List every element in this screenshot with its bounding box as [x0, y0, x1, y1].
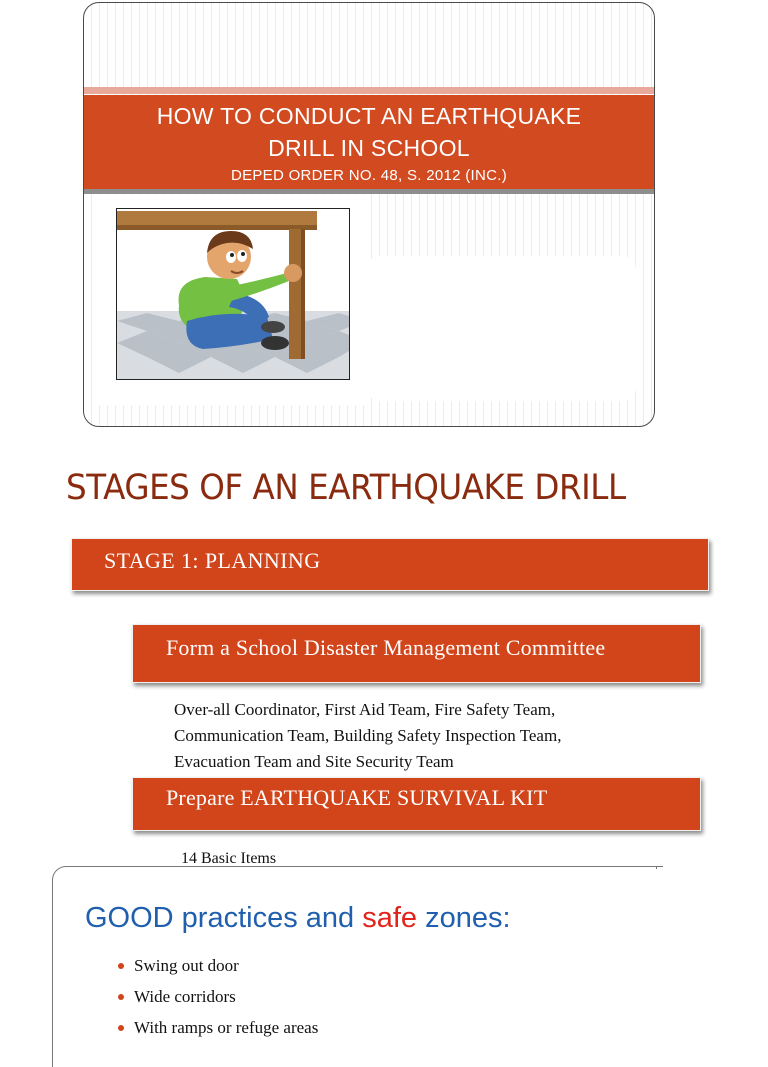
- committee-teams-text: [174, 697, 561, 775]
- form-committee-label: Form a School Disaster Management Committee: [166, 635, 606, 660]
- accent-line: [84, 87, 654, 94]
- list-item: Swing out door: [118, 953, 318, 984]
- child-under-table-illustration: [116, 208, 350, 380]
- blank-text-box: [366, 256, 636, 401]
- heading-text: zones: [417, 902, 503, 934]
- good-word: GOOD: [85, 902, 174, 934]
- survival-kit-banner: [132, 777, 701, 831]
- slide-subtitle: DEPED ORDER NO. 48, S. 2012 (INC.): [230, 167, 508, 184]
- committee-line: Evacuation Team and Site Security Team: [174, 752, 454, 771]
- list-item: With ramps or refuge areas: [118, 1015, 318, 1046]
- practices-list: [118, 953, 318, 1046]
- committee-line: Communication Team, Building Safety Inspection Team,: [174, 726, 562, 745]
- heading-text: practices and: [173, 902, 363, 934]
- child-under-table-icon: [117, 209, 349, 379]
- heading-colon: :: [502, 902, 511, 934]
- slide-title-line2: DRILL IN SCHOOL: [268, 135, 470, 161]
- divider-line: [84, 189, 654, 194]
- list-item: Wide corridors: [118, 984, 318, 1015]
- practices-heading: [85, 898, 511, 938]
- title-banner: [84, 95, 654, 189]
- title-slide: [83, 2, 655, 427]
- slide-title-line1: HOW TO CONDUCT AN EARTHQUAKE: [156, 103, 582, 129]
- form-committee-banner: [132, 624, 701, 683]
- stages-heading: STAGES OF AN EARTHQUAKE DRILL: [66, 468, 626, 508]
- stage1-banner: [71, 538, 709, 591]
- committee-line: Over-all Coordinator, First Aid Team, Fire Safety Team,: [174, 700, 556, 719]
- survival-kit-label: Prepare EARTHQUAKE SURVIVAL KIT: [166, 785, 548, 810]
- basic-items-note: 14 Basic Items: [181, 850, 277, 867]
- safe-word: safe: [362, 902, 418, 934]
- stage1-label: STAGE 1: PLANNING: [104, 548, 321, 573]
